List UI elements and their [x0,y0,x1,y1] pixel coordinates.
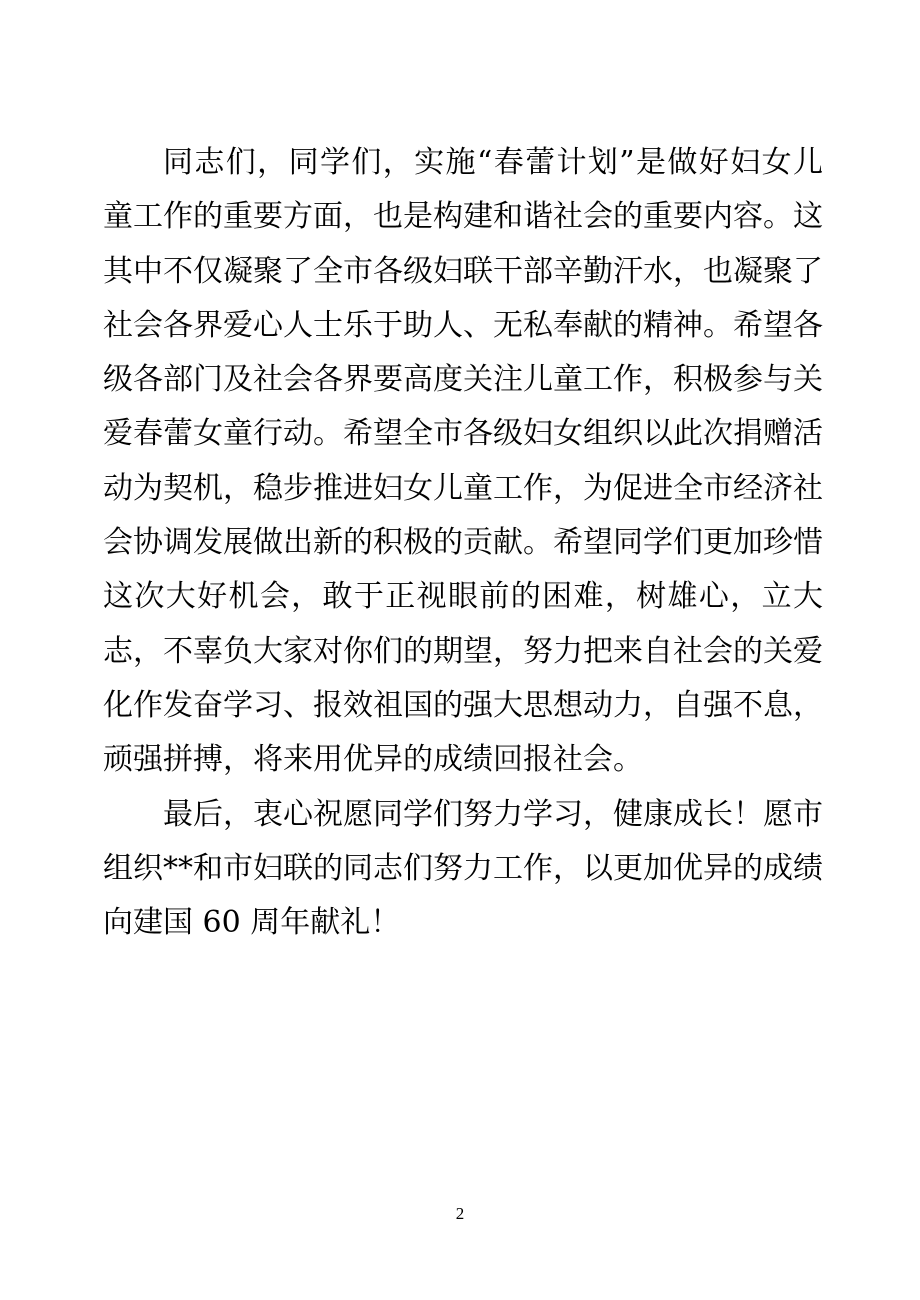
paragraph-1: 同志们，同学们，实施“春蕾计划”是做好妇女儿童工作的重要方面，也是构建和谐社会的重要内容。这其中不仅凝聚了全市各级妇联干部辛勤汗水，也凝聚了社会各界爱心人士乐于助人、无私奉献的精神。希望各级各部门及社会各界要高度关注儿童工作，积极参与关爱春蕾女童行动。希望全市各级妇女组织以此次捐赠活动为契机，稳步推进妇女儿童工作，为促进全市经济社会协调发展做出新的积极的贡献。希望同学们更加珍惜这次大好机会，敢于正视眼前的困难，树雄心，立大志，不辜负大家对你们的期望，努力把来自社会的关爱化作发奋学习、报效祖国的强大思想动力，自强不息，顽强拼搏，将来用优异的成绩回报社会。 [103,145,823,778]
paragraph-2: 最后，衷心祝愿同学们努力学习，健康成长！愿市组织**和市妇联的同志们努力工作，以更加优异的成绩向建国 60 周年献礼！ [103,796,823,941]
document-body [103,136,823,950]
page-number: 2 [455,1204,465,1223]
